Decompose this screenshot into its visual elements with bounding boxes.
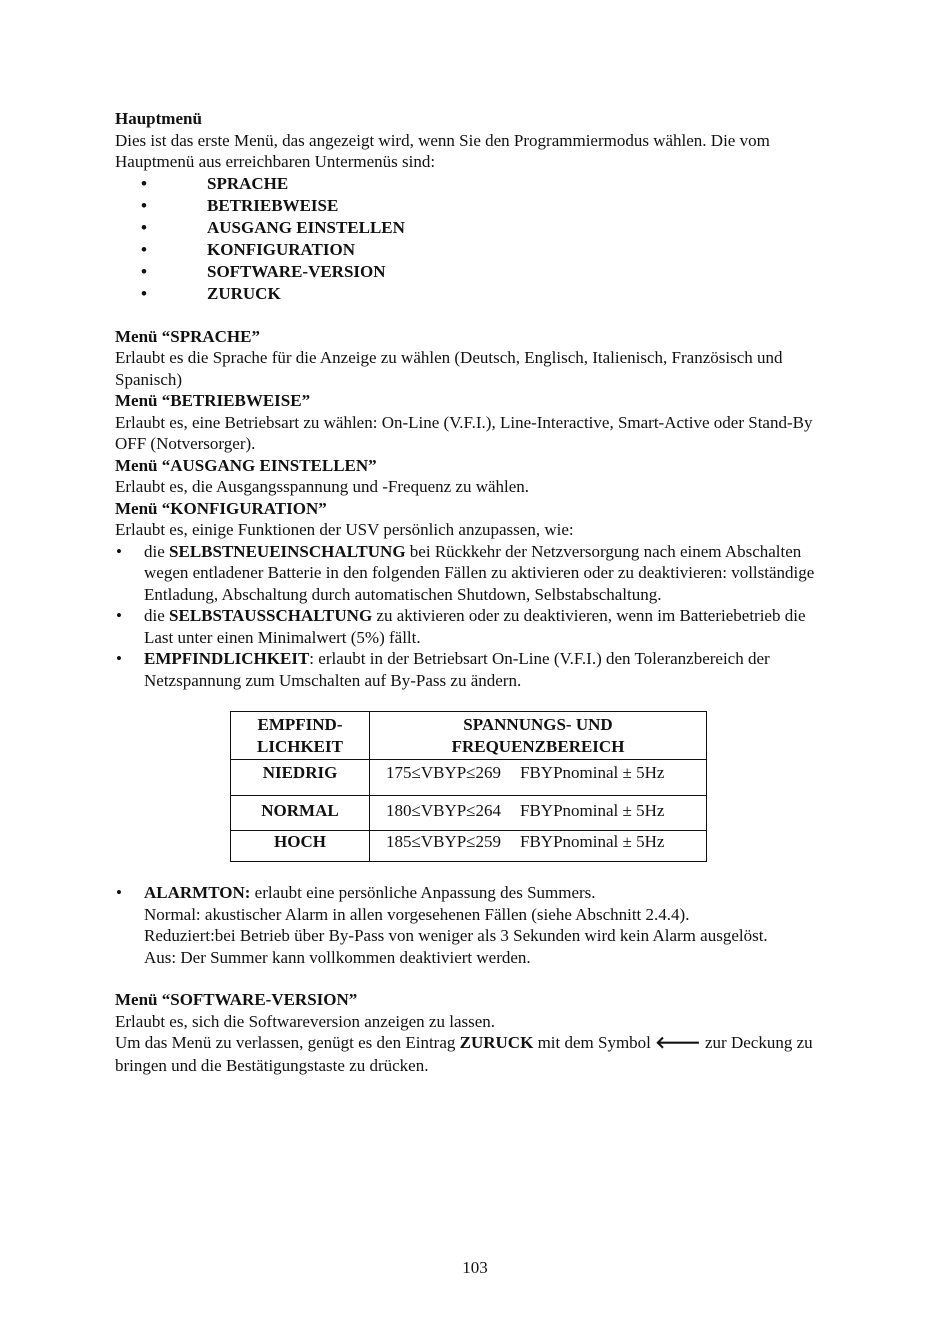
main-menu-heading: Hauptmenü — [115, 109, 202, 128]
header-sensitivity: EMPFIND- LICHKEIT — [257, 715, 343, 756]
document-body — [115, 108, 835, 1076]
betriebweise-heading: Menü “BETRIEBWEISE” — [115, 391, 311, 410]
alarm-normal: Normal: akustischer Alarm in allen vorgesehenen Fällen (siehe Abschnitt 2.4.4). — [144, 904, 690, 924]
alarm-reduced: Reduziert:bei Betrieb über By-Pass von weniger als 3 Sekunden wird kein Alarm ausgelöst. — [144, 926, 768, 945]
software-text: Erlaubt es, sich die Softwareversion anzeigen zu lassen. — [115, 1011, 496, 1031]
list-item: • SPRACHE — [141, 173, 289, 193]
software-heading: Menü “SOFTWARE-VERSION” — [115, 990, 358, 1009]
table-header-row — [231, 712, 707, 760]
alarm-bullet — [115, 882, 835, 904]
table-row — [231, 760, 707, 796]
ausgang-heading: Menü “AUSGANG EINSTELLEN” — [115, 455, 377, 475]
header-range: SPANNUNGS- UND FREQUENZBEREICH — [451, 715, 625, 756]
table-cell: 180≤VBYP≤264 FBYPnominal ± 5Hz — [370, 796, 707, 831]
page-number: 103 — [462, 1258, 488, 1277]
table-cell: 185≤VBYP≤259 FBYPnominal ± 5Hz — [370, 831, 707, 862]
betriebweise-text: Erlaubt es, eine Betriebsart zu wählen: On-Line (V.F.I.), Line-Interactive, Smart-Active oder Stand-By OFF (Notversorger). — [115, 412, 813, 453]
table-cell: 175≤VBYP≤269 FBYPnominal ± 5Hz — [370, 760, 707, 796]
konfiguration-heading: Menü “KONFIGURATION” — [115, 498, 327, 518]
sensitivity-table — [230, 711, 707, 862]
table-header-cell — [231, 712, 370, 760]
table-cell: NORMAL — [231, 796, 370, 831]
list-item: • die SELBSTAUSSCHALTUNG zu aktivieren oder zu deaktivieren, wenn im Batteriebetrieb die Last unter einen Minimalwert (5%) fällt. — [116, 606, 806, 647]
left-arrow-icon: 🡐 — [655, 1033, 701, 1053]
alarm-off: Aus: Der Summer kann vollkommen deaktiviert werden. — [144, 947, 531, 967]
software-exit-text: Um das Menü zu verlassen, genügt es den Eintrag ZURUCK mit dem Symbol 🡐 zur Deckung zu bringen und die Bestätigungstaste zu drücken. — [115, 1033, 813, 1075]
table-cell: NIEDRIG — [231, 760, 370, 796]
table-cell: HOCH — [231, 831, 370, 862]
table-row — [231, 831, 707, 862]
list-item: • EMPFINDLICHKEIT: erlaubt in der Betriebsart On-Line (V.F.I.) den Toleranzbereich der Netzspannung zum Umschalten auf By-Pass zu ändern. — [116, 649, 770, 690]
konfiguration-intro: Erlaubt es, einige Funktionen der USV persönlich anzupassen, wie: — [115, 520, 574, 539]
list-item: • ZURUCK — [141, 283, 281, 303]
submenu-list — [115, 173, 835, 305]
main-menu-intro: Dies ist das erste Menü, das angezeigt wird, wenn Sie den Programmiermodus wählen. Die vom Hauptmenü aus erreichbaren Untermenüs sind: — [115, 130, 770, 171]
list-item: • ALARMTON: erlaubt eine persönliche Anpassung des Summers. — [116, 883, 596, 902]
list-item: • KONFIGURATION — [141, 239, 355, 259]
list-item: • BETRIEBWEISE — [141, 195, 339, 215]
sprache-heading: Menü “SPRACHE” — [115, 326, 260, 346]
list-item: • AUSGANG EINSTELLEN — [141, 217, 405, 237]
table-row — [231, 796, 707, 831]
konfiguration-bullets — [115, 541, 835, 692]
sprache-text: Erlaubt es die Sprache für die Anzeige zu wählen (Deutsch, Englisch, Italienisch, Französisch und Spanisch) — [115, 348, 783, 389]
list-item: • die SELBSTNEUEINSCHALTUNG bei Rückkehr der Netzversorgung nach einem Abschalten wegen entladener Batterie in den folgenden Fällen zu aktivieren oder zu deaktivieren: vollständige Entladung, Abschaltung durch automatischen Shutdown, Selbstabschaltung. — [116, 541, 815, 604]
list-item: • SOFTWARE-VERSION — [141, 261, 386, 281]
table-header-cell — [370, 712, 707, 760]
ausgang-text: Erlaubt es, die Ausgangsspannung und -Frequenz zu wählen. — [115, 477, 530, 496]
